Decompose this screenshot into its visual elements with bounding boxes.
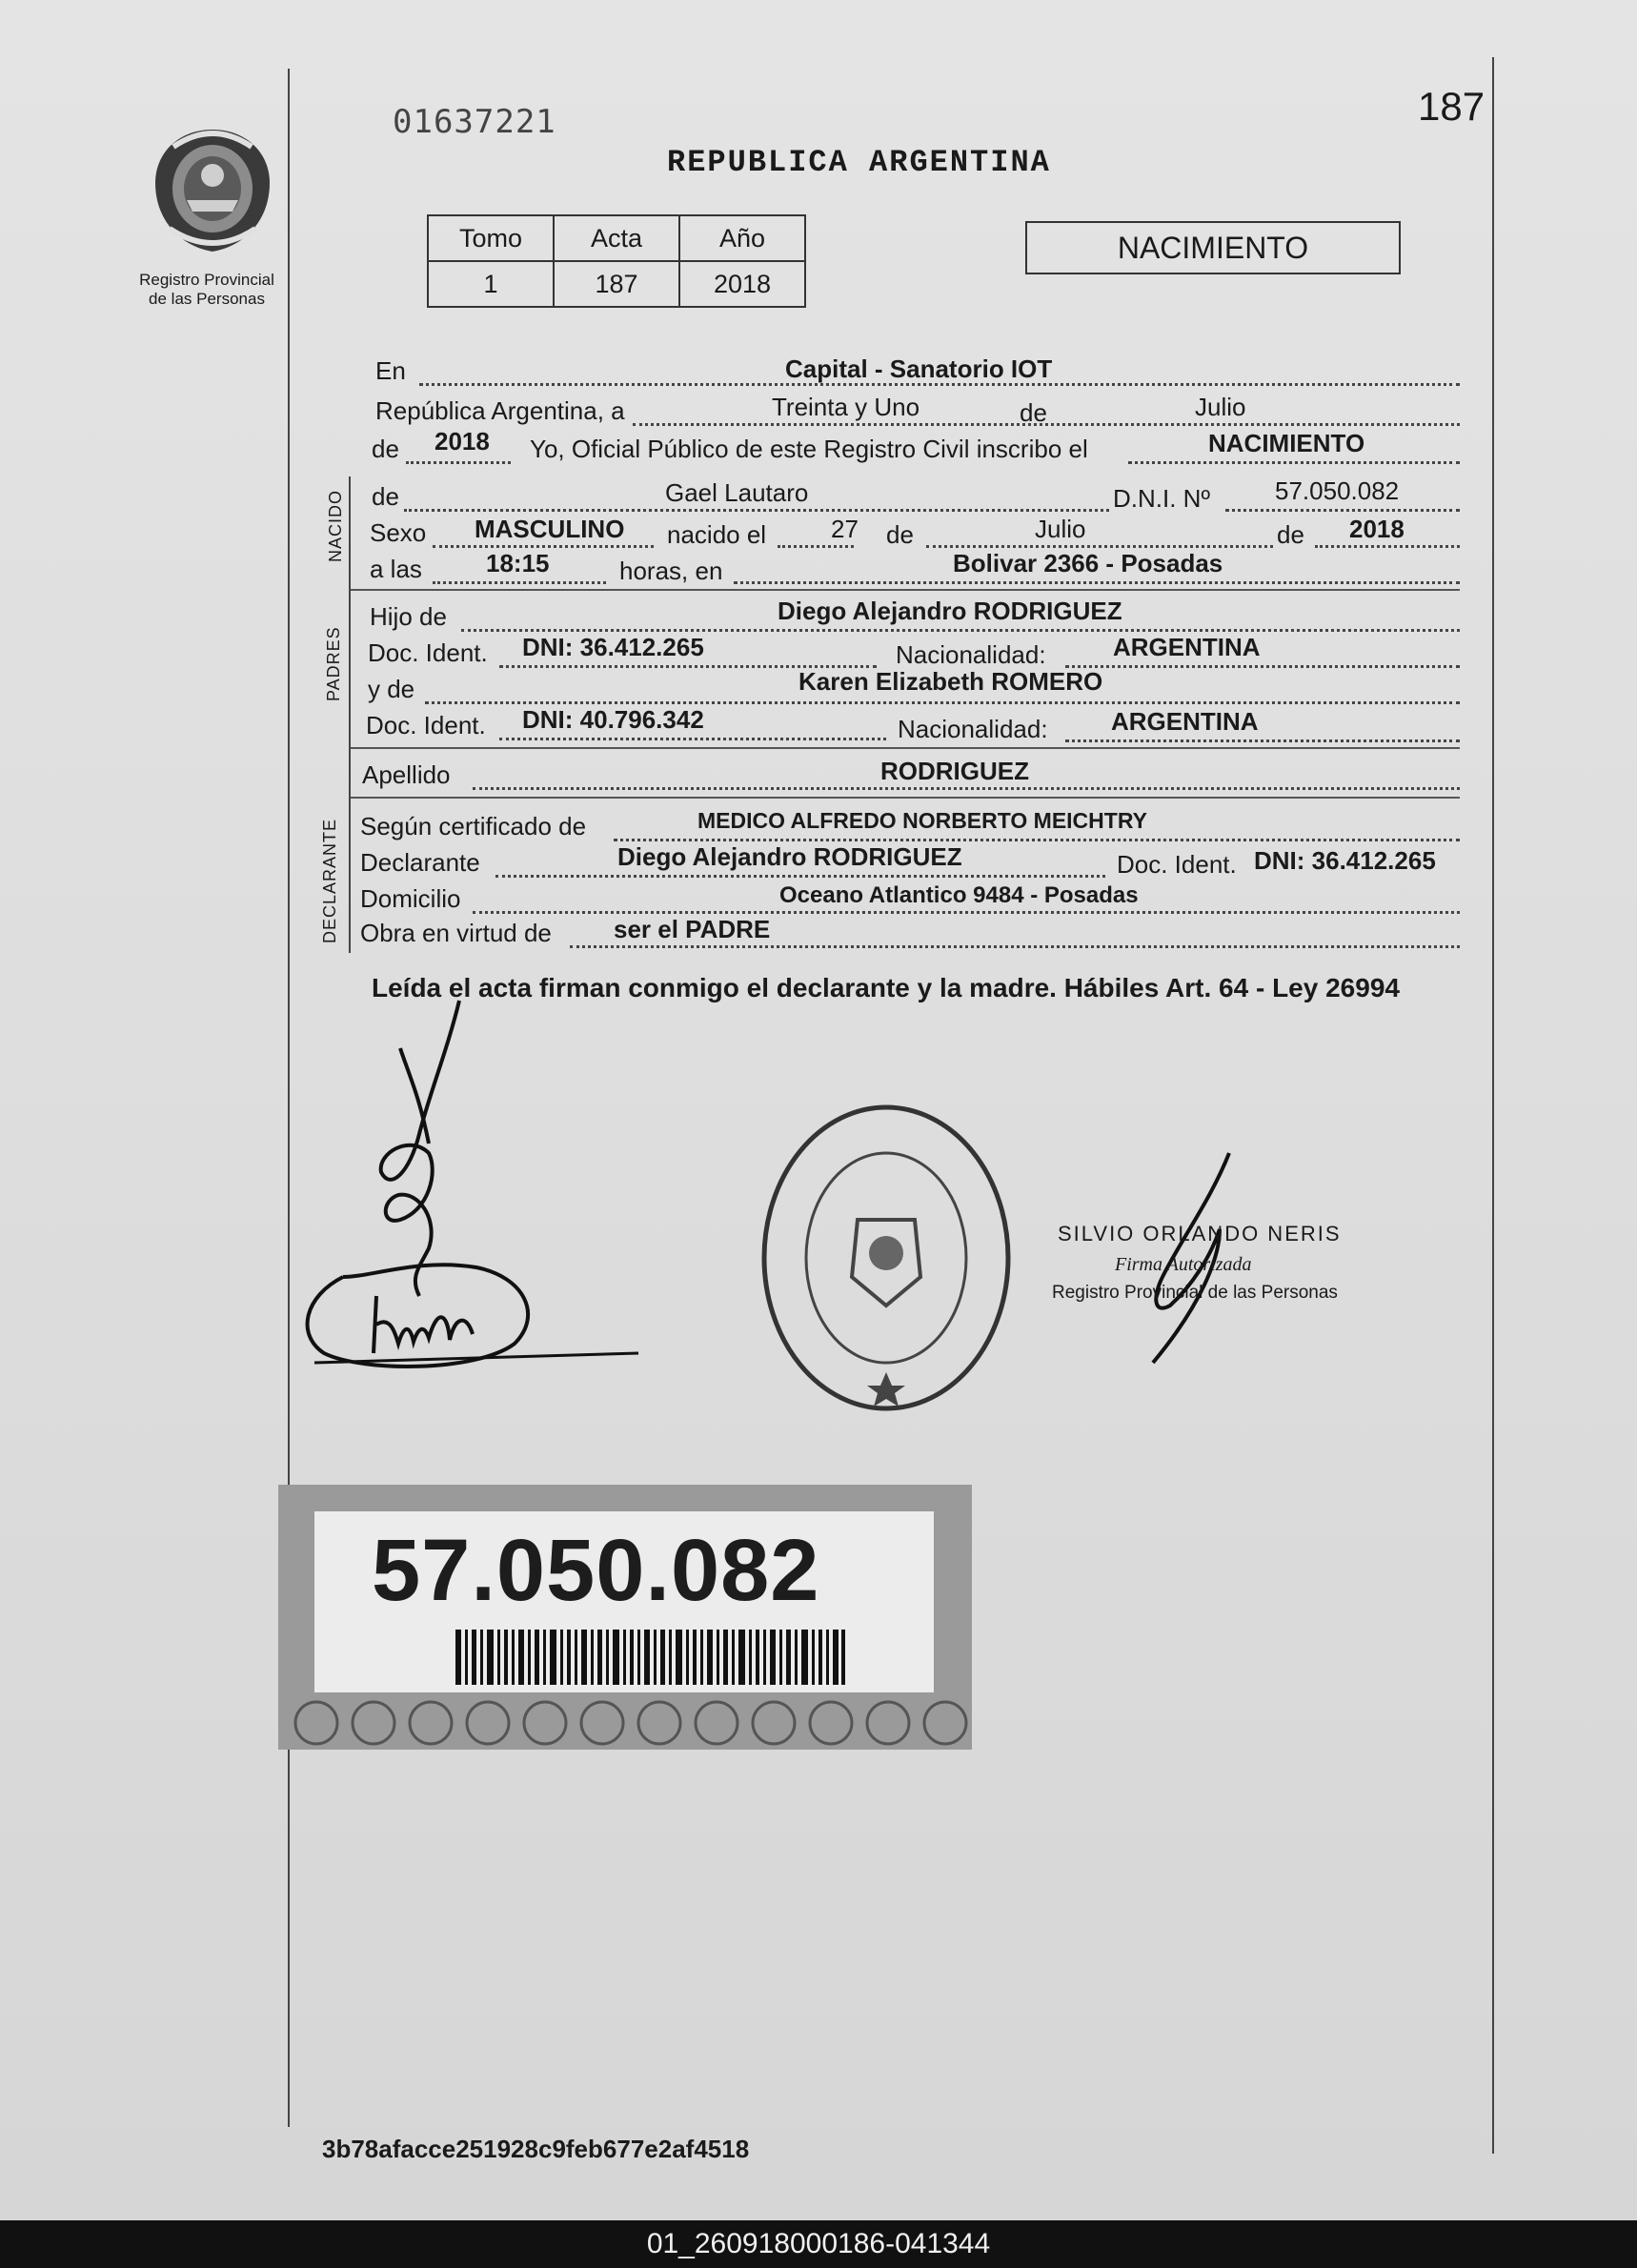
domicilio-label: Domicilio [360, 884, 461, 913]
birth-day-value: 27 [831, 515, 859, 543]
dotted-line [1315, 545, 1460, 548]
certificado-label: Según certificado de [360, 812, 587, 840]
dotted-line [570, 945, 1460, 948]
tomo-value: 1 [428, 261, 554, 307]
registry-name [126, 271, 288, 309]
ano-header: Año [679, 215, 805, 261]
father-doc-label: Doc. Ident. [368, 638, 488, 667]
dotted-line [778, 545, 854, 548]
child-names-value: Gael Lautaro [665, 478, 809, 507]
year-prefix-label: de [372, 435, 399, 463]
year-value: 2018 [435, 427, 490, 456]
sticker-inner [314, 1511, 934, 1692]
dotted-line [425, 701, 1460, 704]
mother-doc-value: DNI: 40.796.342 [522, 705, 704, 734]
birth-de1-label: de [886, 520, 914, 549]
apellido-value: RODRIGUEZ [880, 757, 1029, 785]
barcode [455, 1630, 846, 1685]
child-dni-value: 57.050.082 [1275, 476, 1400, 505]
father-doc-value: DNI: 36.412.265 [522, 633, 704, 661]
nacido-el-label: nacido el [667, 520, 767, 549]
signatory-role: Firma Autorizada [1115, 1254, 1252, 1275]
signatory-registry: Registro Provincial de las Personas [1052, 1283, 1338, 1303]
registry-name-line2: de las Personas [149, 290, 265, 308]
sticker-number: 57.050.082 [372, 1522, 820, 1619]
hijo-label: Hijo de [370, 602, 447, 631]
province-seal-logo [141, 124, 284, 257]
mother-name-value: Karen Elizabeth ROMERO [798, 667, 1103, 696]
acta-value: 187 [554, 261, 679, 307]
padres-section-label: PADRES [324, 626, 343, 701]
dotted-line [461, 629, 1460, 632]
page-title: REPUBLICA ARGENTINA [667, 145, 1051, 180]
dotted-line [1065, 739, 1460, 742]
declarante-doc-value: DNI: 36.412.265 [1254, 846, 1436, 875]
declarante-label: Declarante [360, 848, 480, 877]
ano-value: 2018 [679, 261, 805, 307]
sticker-security-pattern [278, 1696, 972, 1750]
page-number: 187 [1418, 84, 1485, 129]
section-divider [351, 589, 1460, 591]
footer-code-bar: 01_260918000186-041344 [0, 2220, 1637, 2268]
inscription-value: NACIMIENTO [1208, 429, 1365, 457]
right-margin-line [1492, 57, 1494, 2154]
mother-nat-value: ARGENTINA [1111, 707, 1259, 736]
place-value: Capital - Sanatorio IOT [785, 354, 1053, 383]
dotted-line [473, 911, 1460, 914]
dotted-line [1225, 509, 1460, 512]
declarant-signature [286, 991, 667, 1391]
mother-nat-label: Nacionalidad: [898, 715, 1048, 743]
tomo-header: Tomo [428, 215, 554, 261]
serial-number: 01637221 [393, 103, 556, 141]
sexo-label: Sexo [370, 518, 427, 547]
dotted-line [1065, 665, 1460, 668]
mother-doc-label: Doc. Ident. [366, 711, 486, 739]
dotted-line [473, 787, 1460, 790]
signatory-name: SILVIO ORLANDO NERIS [1058, 1222, 1342, 1245]
birth-address-value: Bolivar 2366 - Posadas [953, 549, 1223, 577]
inner-margin-line [349, 476, 351, 953]
horas-label: horas, en [619, 557, 723, 585]
declarante-value: Diego Alejandro RODRIGUEZ [617, 842, 962, 871]
dotted-line [404, 509, 1109, 512]
dotted-line [433, 545, 654, 548]
sexo-value: MASCULINO [475, 515, 625, 543]
nacido-section-label: NACIDO [326, 489, 345, 562]
declarante-section-label: DECLARANTE [320, 818, 339, 943]
birth-year-value: 2018 [1349, 515, 1405, 543]
dotted-line [499, 738, 886, 740]
act-type-box: NACIMIENTO [1025, 221, 1401, 274]
registry-name-line1: Registro Provincial [139, 271, 274, 289]
closing-statement: Leída el acta firman conmigo el declarante y la madre. Hábiles Art. 64 - Ley 26994 [372, 973, 1400, 1002]
register-table [427, 214, 806, 308]
acta-header: Acta [554, 215, 679, 261]
en-label: En [375, 356, 406, 385]
day-words-value: Treinta y Uno [772, 393, 920, 421]
obra-label: Obra en virtud de [360, 919, 552, 947]
dotted-line [495, 875, 1105, 878]
birth-hour-value: 18:15 [486, 549, 550, 577]
section-divider [351, 797, 1460, 799]
father-name-value: Diego Alejandro RODRIGUEZ [778, 597, 1122, 625]
yde-label: y de [368, 675, 415, 703]
birth-de2-label: de [1277, 520, 1304, 549]
document-hash: 3b78afacce251928c9feb677e2af4518 [322, 2135, 750, 2163]
father-nat-value: ARGENTINA [1113, 633, 1261, 661]
dni-sticker [278, 1485, 972, 1750]
a-las-label: a las [370, 555, 422, 583]
official-stamp [753, 1096, 1020, 1420]
certificado-value: MEDICO ALFREDO NORBERTO MEICHTRY [697, 808, 1147, 833]
section-divider [351, 747, 1460, 749]
domicilio-value: Oceano Atlantico 9484 - Posadas [779, 882, 1139, 908]
dotted-line [614, 839, 1460, 841]
dotted-line [406, 461, 511, 464]
apellido-label: Apellido [362, 760, 451, 789]
birth-month-value: Julio [1035, 515, 1086, 543]
dotted-line [926, 545, 1273, 548]
nacido-de-label: de [372, 482, 399, 511]
month-value: Julio [1195, 393, 1246, 421]
oficial-text: Yo, Oficial Público de este Registro Civil inscribo el [530, 435, 1088, 463]
de-label: de [1020, 398, 1047, 427]
dni-label: D.N.I. Nº [1113, 484, 1210, 513]
declarante-doc-label: Doc. Ident. [1117, 850, 1237, 879]
dotted-line [1128, 461, 1460, 464]
father-nat-label: Nacionalidad: [896, 640, 1046, 669]
dotted-line [433, 581, 606, 584]
republica-label: República Argentina, a [375, 396, 625, 425]
obra-value: ser el PADRE [614, 915, 771, 943]
dotted-line [734, 581, 1460, 584]
